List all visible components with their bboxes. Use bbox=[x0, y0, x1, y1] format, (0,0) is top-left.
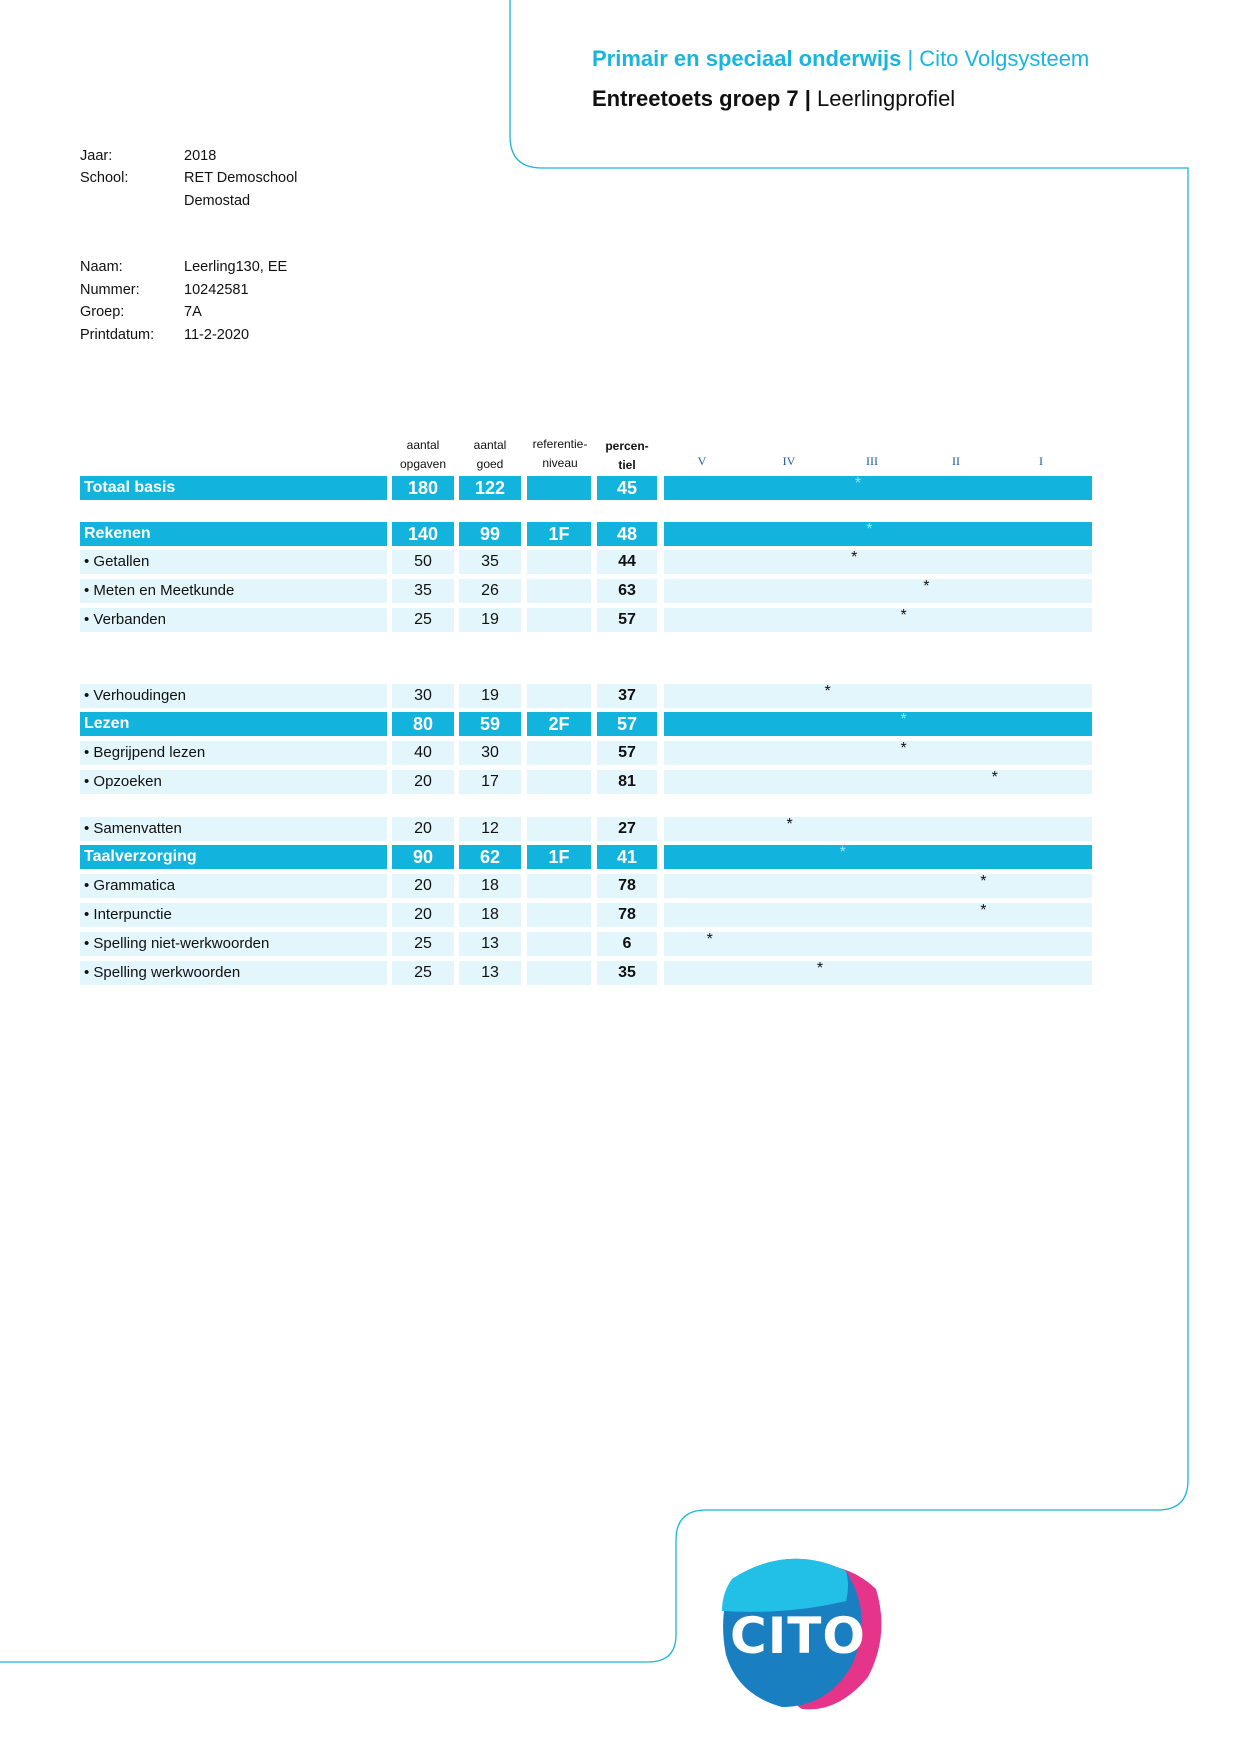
row-percentile-bar bbox=[664, 932, 1092, 956]
table-row bbox=[80, 932, 1092, 956]
row-goed: 13 bbox=[459, 961, 521, 985]
col-header-goed bbox=[459, 436, 521, 474]
row-name: Lezen bbox=[80, 712, 387, 736]
row-name: • Spelling werkwoorden bbox=[80, 961, 387, 985]
percentile-marker: * bbox=[991, 769, 998, 786]
row-opgaven: 90 bbox=[392, 845, 454, 869]
col-header-line: referentie- bbox=[532, 437, 588, 451]
col-header-line: aantal bbox=[473, 438, 507, 452]
col-header-percentiel bbox=[597, 437, 657, 475]
row-percentile-bar bbox=[664, 770, 1092, 794]
table-row bbox=[80, 608, 1092, 632]
level-label: IV bbox=[782, 454, 796, 468]
row-name: Totaal basis bbox=[80, 476, 387, 500]
row-goed: 12 bbox=[459, 817, 521, 841]
percentile-marker: * bbox=[816, 960, 824, 977]
col-header-opgaven bbox=[392, 436, 454, 474]
table-row bbox=[80, 579, 1092, 603]
info-label: School: bbox=[80, 170, 129, 186]
row-percentile-bar bbox=[664, 712, 1092, 736]
row-goed: 59 bbox=[459, 712, 521, 736]
row-percentiel: 81 bbox=[597, 770, 657, 794]
row-niveau bbox=[527, 903, 591, 927]
info-value: 7A bbox=[184, 304, 202, 320]
col-header-niveau bbox=[524, 435, 596, 473]
row-opgaven: 25 bbox=[392, 608, 454, 632]
header-subtitle bbox=[592, 86, 955, 112]
info-label: Groep: bbox=[80, 304, 125, 320]
row-percentiel: 57 bbox=[597, 608, 657, 632]
level-label: I bbox=[1039, 454, 1043, 468]
percentile-marker: * bbox=[900, 607, 907, 624]
percentile-marker: * bbox=[980, 873, 987, 890]
table-row bbox=[80, 684, 1092, 708]
percentile-marker: * bbox=[824, 683, 831, 700]
row-opgaven: 20 bbox=[392, 874, 454, 898]
row-opgaven: 20 bbox=[392, 903, 454, 927]
row-percentiel: 78 bbox=[597, 874, 657, 898]
col-header-line: niveau bbox=[542, 456, 578, 470]
col-header-line: tiel bbox=[618, 458, 636, 472]
level-label: V bbox=[697, 454, 707, 468]
row-name: • Getallen bbox=[80, 550, 387, 574]
percentile-marker: * bbox=[706, 931, 713, 948]
row-percentile-bar bbox=[664, 684, 1092, 708]
info-value: 10242581 bbox=[184, 282, 249, 298]
row-niveau bbox=[527, 874, 591, 898]
row-opgaven: 140 bbox=[392, 522, 454, 546]
row-goed: 18 bbox=[459, 874, 521, 898]
header-system: | Cito Volgsysteem bbox=[901, 46, 1090, 71]
row-percentile-bar bbox=[664, 608, 1092, 632]
info-label: Printdatum: bbox=[80, 327, 155, 343]
row-goed: 122 bbox=[459, 476, 521, 500]
row-percentiel: 27 bbox=[597, 817, 657, 841]
row-name: • Opzoeken bbox=[80, 770, 387, 794]
header-program: Primair en speciaal onderwijs bbox=[592, 46, 902, 71]
col-header-line: percen- bbox=[605, 439, 649, 453]
row-percentiel: 41 bbox=[597, 845, 657, 869]
table-row-main bbox=[80, 522, 1092, 546]
info-label: Naam: bbox=[80, 259, 123, 275]
row-name: • Samenvatten bbox=[80, 817, 387, 841]
row-percentiel: 78 bbox=[597, 903, 657, 927]
row-niveau bbox=[527, 608, 591, 632]
row-percentile-bar bbox=[664, 961, 1092, 985]
table-row-main bbox=[80, 476, 1092, 500]
percentile-marker: * bbox=[923, 578, 930, 595]
cito-logo bbox=[718, 1545, 890, 1715]
row-opgaven: 35 bbox=[392, 579, 454, 603]
row-opgaven: 20 bbox=[392, 770, 454, 794]
row-niveau bbox=[527, 579, 591, 603]
row-niveau bbox=[527, 770, 591, 794]
header-test-name: Entreetoets groep 7 | bbox=[592, 86, 811, 111]
row-name: • Begrijpend lezen bbox=[80, 741, 387, 765]
row-niveau bbox=[527, 684, 591, 708]
info-value: Demostad bbox=[184, 193, 251, 209]
row-goed: 13 bbox=[459, 932, 521, 956]
col-header-line: goed bbox=[476, 457, 504, 471]
row-opgaven: 20 bbox=[392, 817, 454, 841]
row-name: • Verbanden bbox=[80, 608, 387, 632]
row-opgaven: 30 bbox=[392, 684, 454, 708]
row-percentile-bar bbox=[664, 579, 1092, 603]
row-opgaven: 25 bbox=[392, 932, 454, 956]
row-niveau bbox=[527, 476, 591, 500]
row-name: • Interpunctie bbox=[80, 903, 387, 927]
percentile-marker: * bbox=[866, 521, 873, 538]
row-niveau: 2F bbox=[527, 712, 591, 736]
row-goed: 30 bbox=[459, 741, 521, 765]
percentile-marker: * bbox=[900, 711, 907, 728]
row-niveau bbox=[527, 550, 591, 574]
percentile-marker: * bbox=[854, 475, 862, 492]
info-label: Jaar: bbox=[80, 148, 113, 164]
table-row bbox=[80, 550, 1092, 574]
row-percentile-bar bbox=[664, 903, 1092, 927]
info-label: Nummer: bbox=[80, 282, 140, 298]
table-row bbox=[80, 874, 1092, 898]
row-opgaven: 50 bbox=[392, 550, 454, 574]
row-niveau bbox=[527, 817, 591, 841]
row-goed: 18 bbox=[459, 903, 521, 927]
row-name: • Verhoudingen bbox=[80, 684, 387, 708]
row-niveau bbox=[527, 741, 591, 765]
percentile-marker: * bbox=[786, 816, 793, 833]
row-niveau: 1F bbox=[527, 845, 591, 869]
row-percentiel: 57 bbox=[597, 741, 657, 765]
row-niveau bbox=[527, 932, 591, 956]
header-report-type: Leerlingprofiel bbox=[810, 86, 956, 111]
percentile-marker: * bbox=[851, 549, 858, 566]
row-goed: 19 bbox=[459, 608, 521, 632]
table-row bbox=[80, 817, 1092, 841]
info-value: RET Demoschool bbox=[184, 170, 298, 186]
row-goed: 17 bbox=[459, 770, 521, 794]
row-name: • Meten en Meetkunde bbox=[80, 579, 387, 603]
row-name: • Grammatica bbox=[80, 874, 387, 898]
row-niveau bbox=[527, 961, 591, 985]
row-opgaven: 80 bbox=[392, 712, 454, 736]
row-percentiel: 57 bbox=[597, 712, 657, 736]
col-header-line: opgaven bbox=[399, 457, 447, 471]
header-title bbox=[592, 46, 1089, 72]
row-percentiel: 37 bbox=[597, 684, 657, 708]
row-percentile-bar bbox=[664, 874, 1092, 898]
row-percentile-bar bbox=[664, 817, 1092, 841]
row-percentiel: 6 bbox=[597, 932, 657, 956]
row-percentile-bar bbox=[664, 741, 1092, 765]
info-value: 2018 bbox=[184, 148, 217, 164]
info-value: 11-2-2020 bbox=[184, 327, 250, 343]
row-percentiel: 48 bbox=[597, 522, 657, 546]
row-opgaven: 40 bbox=[392, 741, 454, 765]
table-row bbox=[80, 770, 1092, 794]
percentile-marker: * bbox=[900, 740, 907, 757]
row-opgaven: 25 bbox=[392, 961, 454, 985]
row-name: Rekenen bbox=[80, 522, 387, 546]
percentile-marker: * bbox=[839, 844, 846, 861]
percentile-marker: * bbox=[980, 902, 987, 919]
table-row-main bbox=[80, 712, 1092, 736]
col-header-line: aantal bbox=[406, 438, 440, 452]
row-percentile-bar bbox=[664, 522, 1092, 546]
table-row-main bbox=[80, 845, 1092, 869]
row-percentiel: 35 bbox=[597, 961, 657, 985]
row-percentiel: 63 bbox=[597, 579, 657, 603]
row-niveau: 1F bbox=[527, 522, 591, 546]
level-label: III bbox=[866, 454, 878, 468]
row-percentile-bar bbox=[664, 550, 1092, 574]
row-goed: 35 bbox=[459, 550, 521, 574]
row-opgaven: 180 bbox=[392, 476, 454, 500]
row-percentiel: 45 bbox=[597, 476, 657, 500]
row-goed: 26 bbox=[459, 579, 521, 603]
table-row bbox=[80, 903, 1092, 927]
row-percentile-bar bbox=[664, 476, 1092, 500]
row-goed: 62 bbox=[459, 845, 521, 869]
info-value: Leerling130, EE bbox=[184, 259, 288, 275]
row-name: • Spelling niet-werkwoorden bbox=[80, 932, 387, 956]
logo-text: CITO bbox=[730, 1607, 866, 1665]
row-name: Taalverzorging bbox=[80, 845, 387, 869]
level-label: II bbox=[952, 454, 960, 468]
row-percentile-bar bbox=[664, 845, 1092, 869]
row-goed: 19 bbox=[459, 684, 521, 708]
table-row bbox=[80, 741, 1092, 765]
row-percentiel: 44 bbox=[597, 550, 657, 574]
table-row bbox=[80, 961, 1092, 985]
row-goed: 99 bbox=[459, 522, 521, 546]
